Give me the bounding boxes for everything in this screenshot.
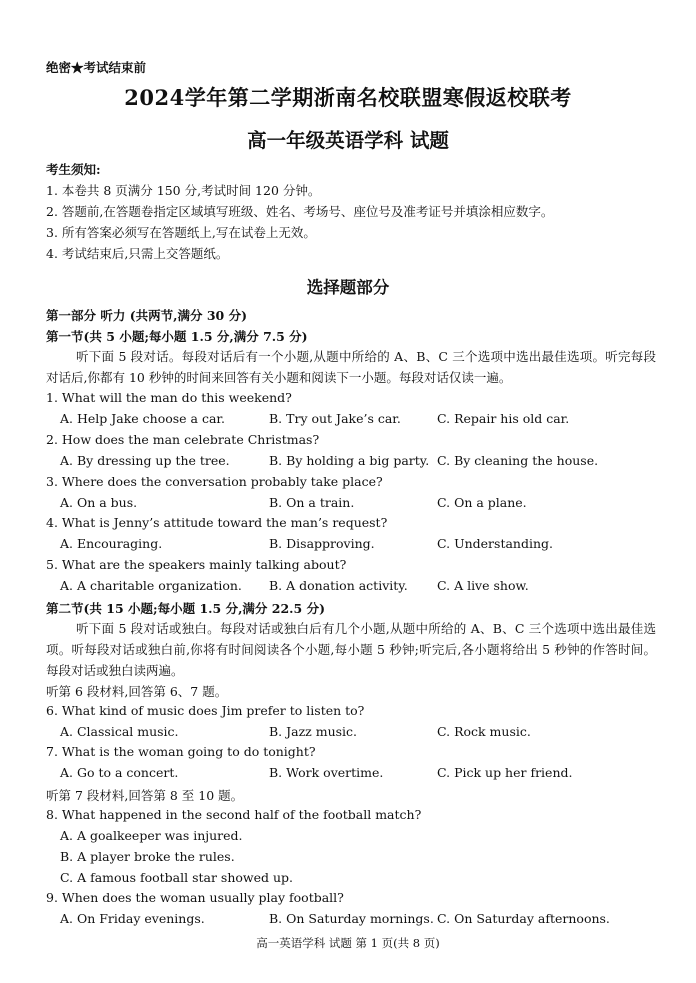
option-c: C. Understanding. <box>437 536 553 551</box>
section2-instructions: 听下面 5 段对话或独白。每段对话或独白后有几个小题,从题中所给的 A、B、C 三个选项中选出最佳选项。听每段对话或独白前,你将有时间阅读各个小题,每小题 5 秒钟;听完后,各小题将给出 5 秒钟的作答时间。每段对话或独白读两遍。 <box>46 621 656 678</box>
option-b: B. By holding a big party. <box>269 453 430 468</box>
option-b: B. On Saturday mornings. <box>269 911 434 926</box>
option-c: C. By cleaning the house. <box>437 453 599 468</box>
notice-item: 3. 所有答案必须写在答题纸上,写在试卷上无效。 <box>46 225 316 240</box>
option-c: C. Rock music. <box>437 724 531 739</box>
option-a: A. Go to a concert. <box>60 765 179 780</box>
question-3: 3. Where does the conversation probably take place? <box>46 474 383 489</box>
section1-instructions: 听下面 5 段对话。每段对话后有一个小题,从题中所给的 A、B、C 三个选项中选出最佳选项。听完每段对话后,你都有 10 秒钟的时间来回答有关小题和阅读下一小题。每段对话仅读一遍。 <box>46 349 656 385</box>
confidential-label: 绝密★考试结束前 <box>46 60 147 75</box>
notice-heading: 考生须知: <box>46 162 101 177</box>
option-a: A. Help Jake choose a car. <box>60 411 225 426</box>
option-c: C. A famous football star showed up. <box>60 870 294 885</box>
notice-item: 4. 考试结束后,只需上交答题纸。 <box>46 246 229 261</box>
option-b: B. Try out Jake’s car. <box>269 411 401 426</box>
option-a: A. On Friday evenings. <box>60 911 205 926</box>
question-9: 9. When does the woman usually play football? <box>46 890 344 905</box>
option-c: C. A live show. <box>437 578 529 593</box>
option-c: C. Repair his old car. <box>437 411 570 426</box>
question-7: 7. What is the woman going to do tonight? <box>46 744 316 759</box>
question-5: 5. What are the speakers mainly talking about? <box>46 557 347 572</box>
question-6: 6. What kind of music does Jim prefer to listen to? <box>46 703 365 718</box>
option-b: B. On a train. <box>269 495 355 510</box>
option-a: A. A charitable organization. <box>60 578 242 593</box>
notice-item: 1. 本卷共 8 页满分 150 分,考试时间 120 分钟。 <box>46 183 321 198</box>
option-b: B. Disapproving. <box>269 536 375 551</box>
part1-heading: 第一部分 听力 (共两节,满分 30 分) <box>46 308 247 323</box>
section1-heading: 第一节(共 5 小题;每小题 1.5 分,满分 7.5 分) <box>46 329 308 344</box>
option-a: A. On a bus. <box>60 495 138 510</box>
question-1: 1. What will the man do this weekend? <box>46 390 292 405</box>
option-a: A. A goalkeeper was injured. <box>60 828 243 843</box>
option-c: C. Pick up her friend. <box>437 765 573 780</box>
material-6-note: 听第 6 段材料,回答第 6、7 题。 <box>46 684 228 699</box>
option-b: B. Jazz music. <box>269 724 358 739</box>
option-b: B. Work overtime. <box>269 765 384 780</box>
question-4: 4. What is Jenny’s attitude toward the man’s request? <box>46 515 388 530</box>
question-8: 8. What happened in the second half of the football match? <box>46 807 422 822</box>
exam-subtitle: 高一年级英语学科 试题 <box>247 129 449 152</box>
section2-heading: 第二节(共 15 小题;每小题 1.5 分,满分 22.5 分) <box>46 601 325 616</box>
option-a: A. Encouraging. <box>60 536 163 551</box>
material-7-note: 听第 7 段材料,回答第 8 至 10 题。 <box>46 788 244 803</box>
exam-title: 2024学年第二学期浙南名校联盟寒假返校联考 <box>124 85 572 110</box>
option-a: A. Classical music. <box>60 724 179 739</box>
option-c: C. On a plane. <box>437 495 527 510</box>
notice-item: 2. 答题前,在答题卷指定区域填写班级、姓名、考场号、座位号及准考证号并填涂相应数字。 <box>46 204 554 219</box>
option-c: C. On Saturday afternoons. <box>437 911 610 926</box>
section-title: 选择题部分 <box>306 278 390 297</box>
option-a: A. By dressing up the tree. <box>60 453 230 468</box>
option-b: B. A donation activity. <box>269 578 408 593</box>
page-footer: 高一英语学科 试题 第 1 页(共 8 页) <box>256 936 440 950</box>
option-b: B. A player broke the rules. <box>60 849 235 864</box>
question-2: 2. How does the man celebrate Christmas? <box>46 432 320 447</box>
